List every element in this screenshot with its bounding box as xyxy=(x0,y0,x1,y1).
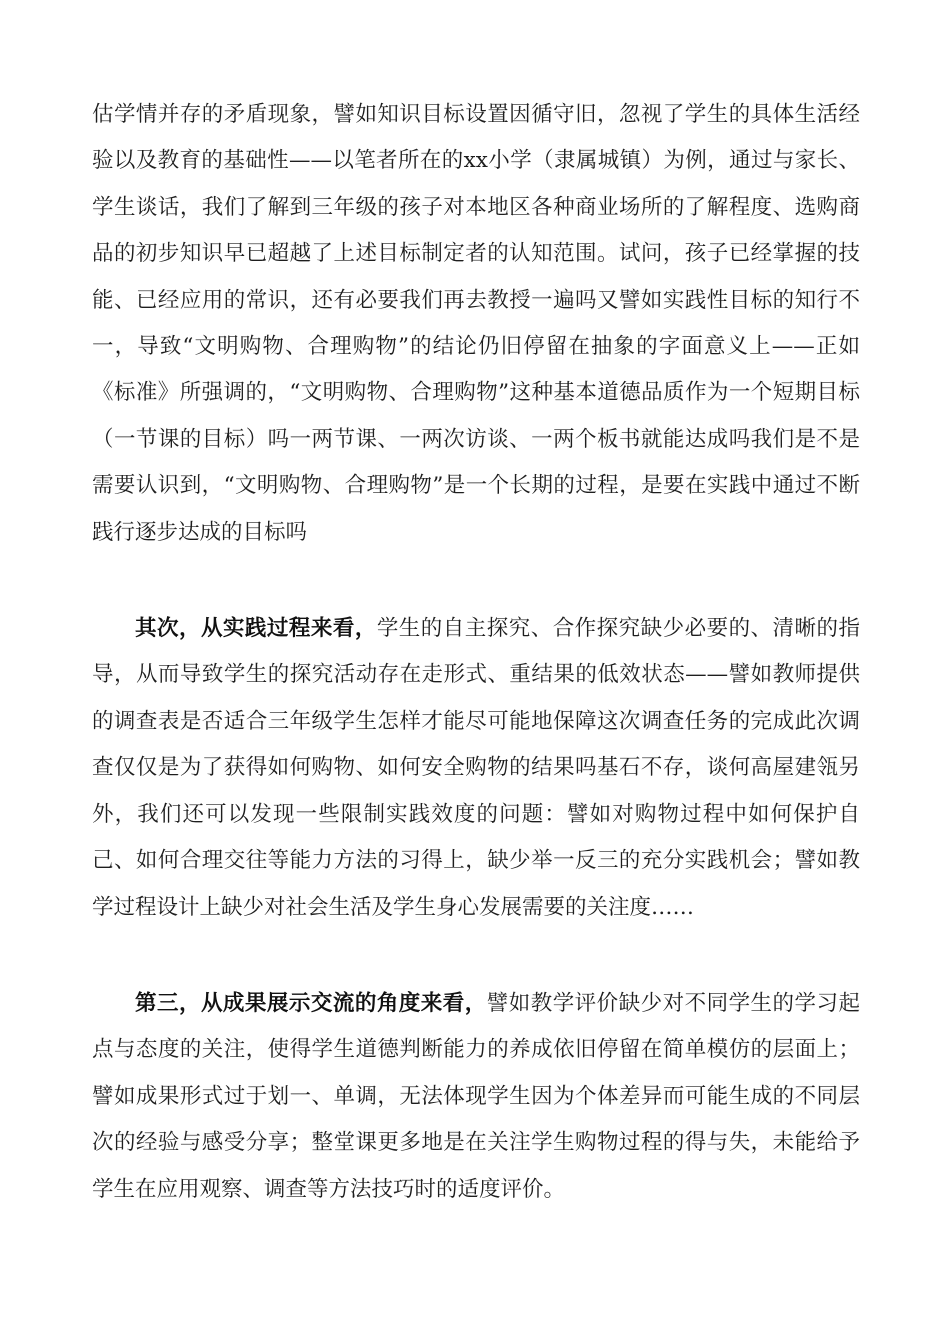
document-page xyxy=(92,92,860,1213)
paragraph-practice-process xyxy=(92,606,860,931)
paragraph-goals-issues xyxy=(92,92,860,556)
paragraph-text: 譬如教学评价缺少对不同学生的学习起点与态度的关注，使得学生道德判断能力的养成依旧停留在简单模仿的层面上；譬如成果形式过于划一、单调，无法体现学生因为个体差异而可能生成的不同层次的经验与感受分享；整堂课更多地是在关注学生购物过程的得与失，未能给予学生在应用观察、调查等方法技巧时的适度评价。 xyxy=(92,990,860,1202)
paragraph-text: 学生的自主探究、合作探究缺少必要的、清晰的指导，从而导致学生的探究活动存在走形式、重结果的低效状态——譬如教师提供的调查表是否适合三年级学生怎样才能尽可能地保障这次调查任务的完成此次调查仅仅是为了获得如何购物、如何安全购物的结果吗基石不存，谈何高屋建瓴另外，我们还可以发现一些限制实践效度的问题：譬如对购物过程中如何保护自己、如何合理交往等能力方法的习得上，缺少举一反三的充分实践机会；譬如教学过程设计上缺少对社会生活及学生身心发展需要的关注度…… xyxy=(92,616,860,920)
paragraph-spacer xyxy=(92,931,860,981)
paragraph-lead-heading: 其次，从实践过程来看， xyxy=(135,616,377,642)
paragraph-text: 估学情并存的矛盾现象，譬如知识目标设置因循守旧，忽视了学生的具体生活经验以及教育的基础性——以笔者所在的xx小学（隶属城镇）为例，通过与家长、学生谈话，我们了解到三年级的孩子对本地区各种商业场所的了解程度、选购商品的初步知识早已超越了上述目标制定者的认知范围。试问，孩子已经掌握的技能、已经应用的常识，还有必要我们再去教授一遍吗又譬如实践性目标的知行不一，导致“文明购物、合理购物”的结论仍旧停留在抽象的字面意义上——正如《标准》所强调的，“文明购物、合理购物”这种基本道德品质作为一个短期目标（一节课的目标）吗一两节课、一两次访谈、一两个板书就能达成吗我们是不是需要认识到，“文明购物、合理购物”是一个长期的过程，是要在实践中通过不断践行逐步达成的目标吗 xyxy=(92,102,860,545)
paragraph-spacer xyxy=(92,556,860,606)
paragraph-lead-heading: 第三，从成果展示交流的角度来看， xyxy=(135,990,487,1016)
paragraph-results-exchange xyxy=(92,981,860,1213)
